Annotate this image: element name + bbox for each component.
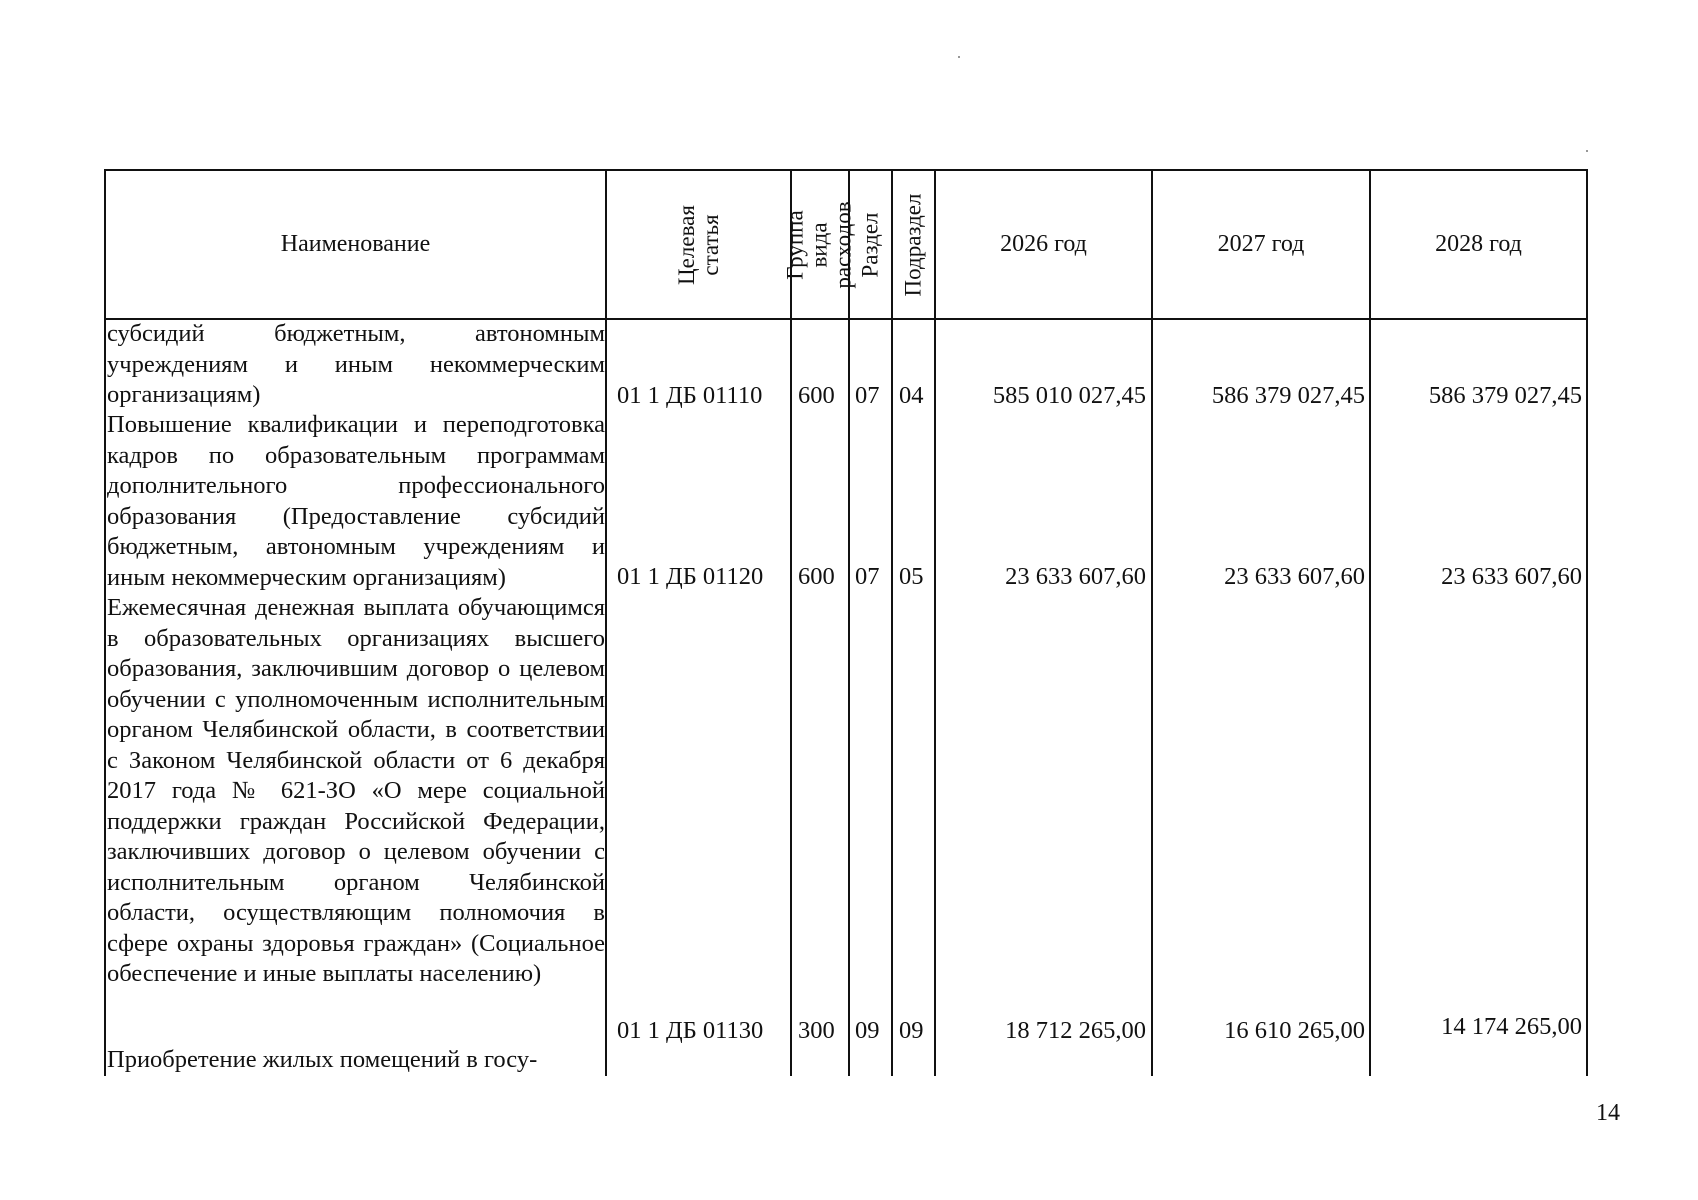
header-year-2026: 2026 год bbox=[1000, 231, 1087, 257]
row-1-name-text: субсидий бюджетным, автономным учреждениям и иным некоммерческим организациям) bbox=[107, 320, 605, 408]
scan-speck bbox=[1586, 150, 1588, 152]
row-3-2027: 16 610 265,00 bbox=[1224, 1017, 1365, 1044]
row-3-name-text: Ежемесячная денежная выплата обучающимся в образовательных организациях высшего образования, заключившим договор о целевом обучении с уполномоченным исполнительным органом Челябинской области, в соответствии с Законом Челябинской области от 6 декабря 2017 года № 621-ЗО «О мере социальной поддержки граждан Российской Федерации, заключивших договор о целевом обучении с исполнительным органом Челябинской области, осуществляющим полномочия в сфере охраны здоровья граждан» (Социальное обеспечение и иные выплаты населению) bbox=[107, 594, 605, 987]
row-2-expense-group: 600 bbox=[798, 563, 835, 590]
row-1-2026: 585 010 027,45 bbox=[992, 382, 1146, 409]
row-2-target-article: 01 1 ДБ 01120 bbox=[617, 563, 764, 590]
header-subsection-text: Подраздел bbox=[900, 193, 926, 296]
row-3-subsection: 09 bbox=[899, 1017, 924, 1044]
row-1-2028: 586 379 027,45 bbox=[1428, 382, 1582, 409]
header-target-article-text: Целевая статья bbox=[673, 204, 723, 285]
header-target-article bbox=[607, 171, 790, 318]
row-2-subsection: 05 bbox=[899, 563, 924, 590]
row-1-target-article: 01 1 ДБ 01110 bbox=[617, 382, 763, 409]
row-3-name bbox=[107, 593, 605, 990]
row-2-name bbox=[107, 410, 605, 593]
row-1-subsection: 04 bbox=[899, 382, 924, 409]
header-expense-group bbox=[783, 171, 857, 318]
row-3-2028: 14 174 265,00 bbox=[1441, 1013, 1582, 1040]
row-2-2026: 23 633 607,60 bbox=[1005, 563, 1146, 590]
header-subsection bbox=[893, 171, 934, 318]
header-year-2028: 2028 год bbox=[1435, 231, 1522, 257]
row-3-expense-group: 300 bbox=[798, 1017, 835, 1044]
row-2-section: 07 bbox=[855, 563, 880, 590]
table-right-border bbox=[1586, 169, 1588, 1076]
row-4-name-text: Приобретение жилых помещений в госу- bbox=[107, 1046, 538, 1073]
row-3-section: 09 bbox=[855, 1017, 880, 1044]
row-2-2027: 23 633 607,60 bbox=[1224, 563, 1365, 590]
row-3-target-article: 01 1 ДБ 01130 bbox=[617, 1017, 764, 1044]
row-1-name bbox=[107, 319, 605, 411]
row-3-2026: 18 712 265,00 bbox=[1005, 1017, 1146, 1044]
header-expense-group-text: Группа вида расходов bbox=[783, 200, 857, 289]
row-2-2028: 23 633 607,60 bbox=[1441, 563, 1582, 590]
header-section bbox=[850, 171, 891, 318]
row-4-name bbox=[107, 1045, 605, 1076]
row-1-expense-group: 600 bbox=[798, 382, 835, 409]
header-year-2027: 2027 год bbox=[1217, 231, 1305, 257]
header-name: Наименование bbox=[280, 231, 431, 257]
header-section-text: Раздел bbox=[857, 211, 883, 278]
row-1-2027: 586 379 027,45 bbox=[1211, 382, 1365, 409]
row-2-name-text: Повышение квалификации и переподготовка кадров по образовательным программам дополнительного профессионального образования (Предоставление субсидий бюджетным, автономным учреждениям и иным некоммерческим организациям) bbox=[107, 411, 605, 591]
page-number: 14 bbox=[1596, 1100, 1620, 1126]
scan-speck bbox=[958, 56, 960, 58]
row-1-section: 07 bbox=[855, 382, 880, 409]
